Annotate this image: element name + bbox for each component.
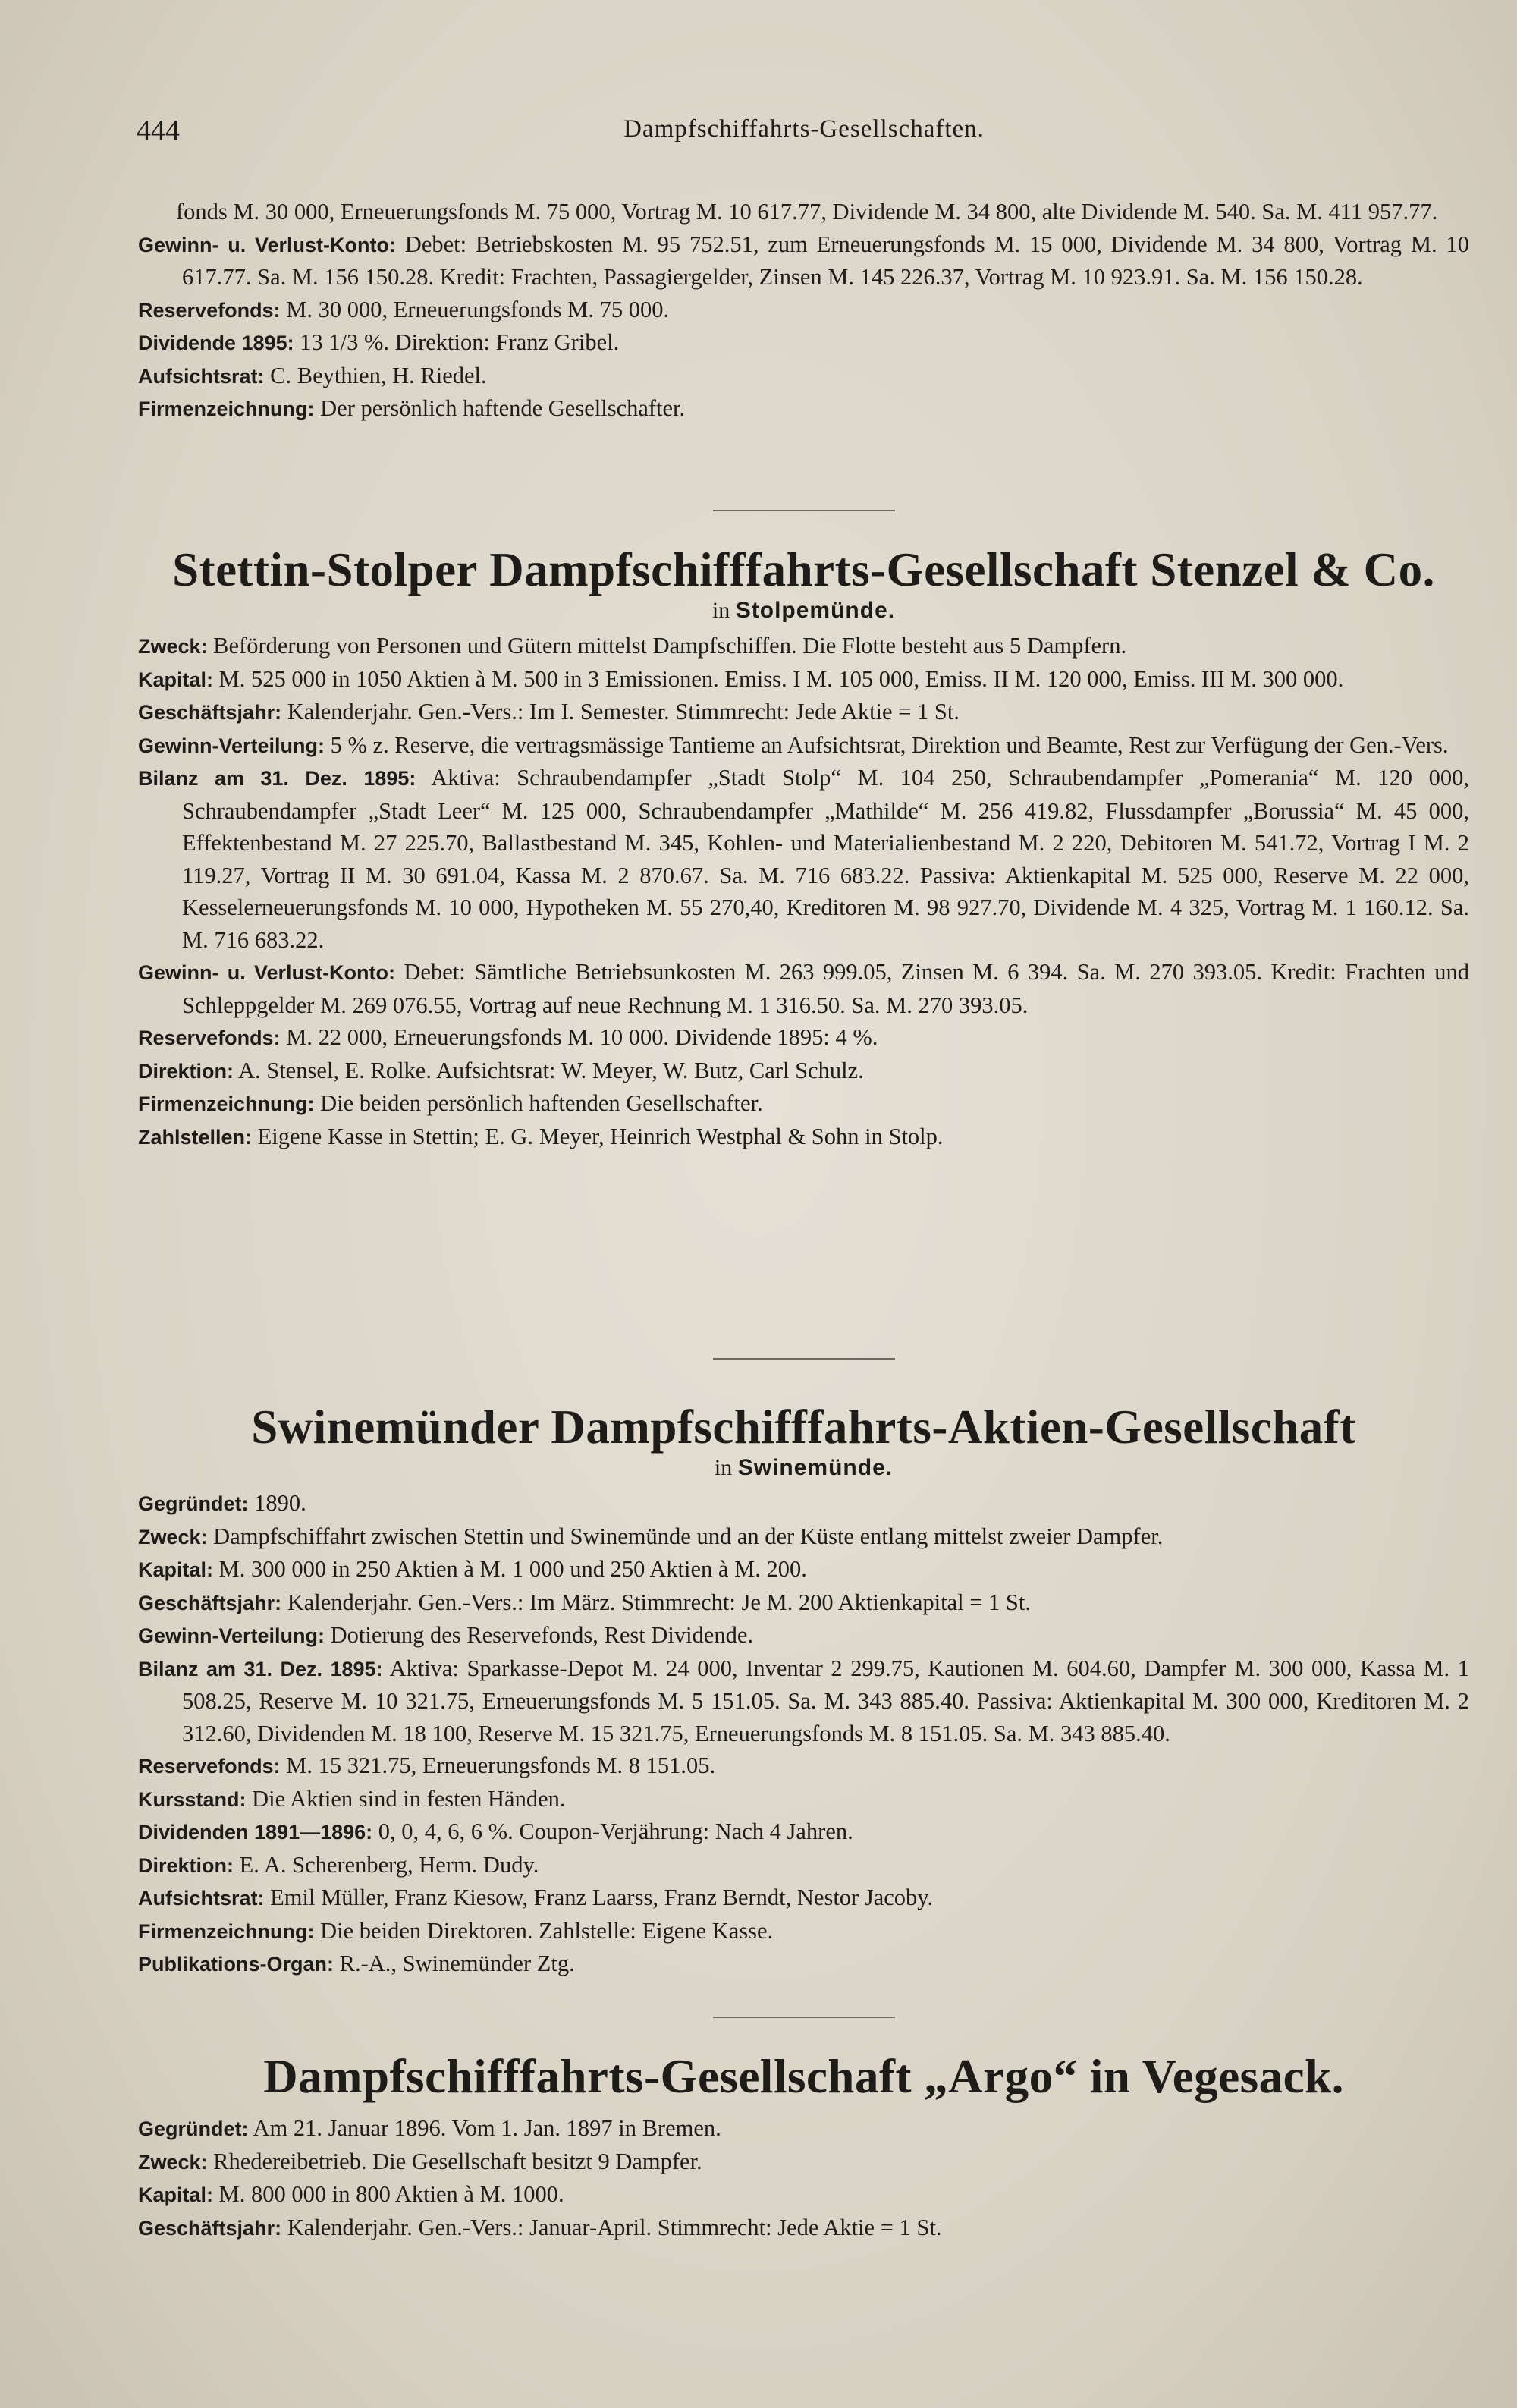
entry-label: Direktion:: [138, 1059, 234, 1083]
entry-label: Geschäftsjahr:: [138, 701, 282, 724]
entry-label: Zahlstellen:: [138, 1125, 253, 1149]
company-location: [138, 598, 1469, 624]
entry-text: 1890.: [254, 1490, 306, 1516]
entry-line: [138, 1783, 1469, 1816]
entry-label: Gewinn- u. Verlust-Konto:: [138, 961, 396, 984]
entry-label: Bilanz am 31. Dez. 1895:: [138, 1657, 383, 1680]
entry-label: Reservefonds:: [138, 1755, 281, 1778]
entry-text: M. 30 000, Erneuerungsfonds M. 75 000.: [286, 296, 670, 322]
entry-line: [138, 1021, 1469, 1055]
entry-text: Aktiva: Sparkasse-Depot M. 24 000, Inventar 2 299.75, Kautionen M. 604.60, Dampfer M. 300 000, Kassa M. 1 508.25, Reserve M. 10 321.75, Erneuerungsfonds M. 5 151.05. Sa. M. 343 885.40. Passiva: Aktienkapital M. 300 000, Kreditoren M. 2 312.60, Dividenden M. 18 100, Reserve M. 15 321.75, Erneuerungsfonds M. 8 151.05. Sa. M. 343 885.40.: [182, 1655, 1469, 1746]
company-entry-argo: [138, 2050, 1469, 2244]
entry-text: M. 525 000 in 1050 Aktien à M. 500 in 3 Emissionen. Emiss. I M. 105 000, Emiss. II M. 120 000, Emiss. III M. 300 000.: [218, 665, 1344, 692]
entry-line: [138, 762, 1469, 956]
entry-line: [138, 1947, 1469, 1981]
entry-text: M. 800 000 in 800 Aktien à M. 1000.: [218, 2181, 564, 2207]
company-title: Stettin-Stolper Dampfschifffahrts-Gesellschaft Stenzel & Co.: [172, 543, 1435, 596]
entry-line: [138, 326, 1469, 360]
entry-label: Aufsichtsrat:: [138, 1887, 265, 1910]
entry-label: Firmenzeichnung:: [138, 1919, 315, 1943]
entry-text: C. Beythien, H. Riedel.: [270, 362, 487, 388]
divider-rule: [713, 510, 895, 511]
entry-text: Rhedereibetrieb. Die Gesellschaft besitzt 9 Dampfer.: [213, 2148, 702, 2174]
entry-label: Direktion:: [138, 1853, 234, 1877]
entry-label: Kapital:: [138, 2183, 214, 2206]
divider-rule: [713, 2017, 895, 2018]
entry-line: [138, 2112, 1469, 2146]
entry-label: Bilanz am 31. Dez. 1895:: [138, 767, 416, 790]
entry-text: Dotierung des Reservefonds, Rest Dividende.: [330, 1622, 754, 1648]
entry-line: [138, 1619, 1469, 1652]
entry-text: Beförderung von Personen und Gütern mittelst Dampfschiffen. Die Flotte besteht aus 5 Dampfern.: [213, 633, 1127, 659]
entry-label: Kapital:: [138, 1558, 214, 1581]
entry-line: [138, 2178, 1469, 2212]
entry-label: Aufsichtsrat:: [138, 364, 265, 388]
entry-line: [138, 196, 1469, 228]
entry-line: [138, 1487, 1469, 1520]
entry-label: Gewinn-Verteilung:: [138, 1624, 325, 1647]
entry-line: [138, 1881, 1469, 1915]
entry-line: [138, 294, 1469, 327]
entry-label: Firmenzeichnung:: [138, 398, 315, 420]
entry-text: 13 1/3 %. Direktion: Franz Gribel.: [300, 329, 620, 355]
entry-text: Kalenderjahr. Gen.-Vers.: Januar-April. Stimmrecht: Jede Aktie = 1 St.: [287, 2214, 942, 2240]
entry-line: [138, 663, 1469, 696]
entry-text: M. 22 000, Erneuerungsfonds M. 10 000. Dividende 1895: 4 %.: [286, 1024, 878, 1050]
entry-line: [138, 630, 1469, 663]
entry-text: Debet: Betriebskosten M. 95 752.51, zum Erneuerungsfonds M. 15 000, Dividende M. 34 800, Vortrag M. 10 617.77. Sa. M. 156 150.28. Kredit: Frachten, Passagiergelder, Zinsen M. 145 226.37, Vortrag M. 10 923.91. Sa. M. 156 150.28.: [182, 231, 1469, 290]
entry-text: 0, 0, 4, 6, 6 %. Coupon-Verjährung: Nach 4 Jahren.: [378, 1819, 853, 1844]
entry-label: Kursstand:: [138, 1787, 247, 1811]
entry-line: [138, 228, 1469, 294]
entry-line: [138, 1121, 1469, 1154]
location-name: Swinemünde.: [737, 1455, 894, 1480]
entry-line: [138, 1849, 1469, 1882]
entry-text: fonds M. 30 000, Erneuerungsfonds M. 75 000, Vortrag M. 10 617.77, Dividende M. 34 800, alte Dividende M. 540. Sa. M. 411 957.77.: [176, 199, 1438, 225]
entry-label: Dividenden 1891—1896:: [138, 1821, 373, 1844]
entry-text: Emil Müller, Franz Kiesow, Franz Laarss, Franz Berndt, Nestor Jacoby.: [270, 1885, 934, 1910]
entry-line: [138, 729, 1469, 762]
entry-text: Die Aktien sind in festen Händen.: [252, 1785, 566, 1812]
company-location: [138, 1455, 1469, 1481]
entry-text: A. Stensel, E. Rolke. Aufsichtsrat: W. Meyer, W. Butz, Carl Schulz.: [237, 1057, 864, 1083]
entry-label: Zweck:: [138, 635, 208, 658]
entry-label: Geschäftsjahr:: [138, 2216, 282, 2240]
entry-label: Dividende 1895:: [138, 332, 294, 354]
entry-text: M. 15 321.75, Erneuerungsfonds M. 8 151.05.: [286, 1753, 716, 1778]
entry-line: [138, 1055, 1469, 1088]
company-title: Swinemünder Dampfschifffahrts-Aktien-Gesellschaft: [251, 1400, 1356, 1454]
entry-text: E. A. Scherenberg, Herm. Dudy.: [239, 1851, 539, 1878]
entry-text: Debet: Sämtliche Betriebsunkosten M. 263 999.05, Zinsen M. 6 394. Sa. M. 270 393.05. Kredit: Frachten und Schleppgelder M. 269 076.55, Vortrag auf neue Rechnung M. 1 316.50. Sa. M. 270 393.05.: [182, 959, 1469, 1018]
entry-line: [138, 1586, 1469, 1620]
section-divider: [138, 510, 1469, 511]
entry-line: [138, 392, 1469, 426]
page-number: 444: [137, 115, 180, 146]
entry-line: [138, 696, 1469, 729]
entry-text: Der persönlich haftende Gesellschafter.: [320, 395, 686, 421]
location-prefix: in: [711, 598, 730, 623]
entry-label: Firmenzeichnung:: [138, 1092, 315, 1115]
entry-line: [138, 360, 1469, 393]
entry-line: [138, 1520, 1469, 1554]
location-prefix: in: [714, 1455, 733, 1480]
entry-line: [138, 1652, 1469, 1750]
entry-text: 5 % z. Reserve, die vertragsmässige Tantieme an Aufsichtsrat, Direktion und Beamte, Rest zur Verfügung der Gen.-Vers.: [330, 731, 1449, 758]
company-entry-swinemuender: [138, 1400, 1469, 1981]
company-entry-stettin-stolper: [138, 543, 1469, 1153]
running-title: Dampfschiffahrts-Gesellschaften.: [623, 115, 985, 143]
company-title: Dampfschifffahrts-Gesellschaft „Argo“ in Vegesack.: [263, 2050, 1344, 2103]
entry-label: Publikations-Organ:: [138, 1953, 334, 1976]
entry-label: Zweck:: [138, 2150, 208, 2174]
entry-label: Gegründet:: [138, 2117, 249, 2140]
entry-text: Die beiden Direktoren. Zahlstelle: Eigene Kasse.: [320, 1917, 774, 1944]
entry-text: Aktiva: Schraubendampfer „Stadt Stolp“ M. 104 250, Schraubendampfer „Pomerania“ M. 120 000, Schraubendampfer „Stadt Leer“ M. 125 000, Schraubendampfer „Mathilde“ M. 256 419.82, Flussdampfer „Borussia“ M. 45 000, Effektenbestand M. 27 225.70, Ballastbestand M. 345, Kohlen- und Materialienbestand M. 2 220, Debitoren M. 541.72, Vortrag I M. 2 119.27, Vortrag II M. 30 691.04, Kassa M. 2 870.67. Sa. M. 716 683.22. Passiva: Aktienkapital M. 525 000, Reserve M. 22 000, Kesselerneuerungsfonds M. 10 000, Hypotheken M. 55 270,40, Kreditoren M. 98 927.70, Dividende M. 4 325, Vortrag M. 1 160.12. Sa. M. 716 683.22.: [182, 765, 1469, 953]
entry-text: Kalenderjahr. Gen.-Vers.: Im I. Semester. Stimmrecht: Jede Aktie = 1 St.: [287, 699, 960, 725]
entry-line: [138, 1087, 1469, 1121]
entry-label: Geschäftsjahr:: [138, 1591, 282, 1614]
entry-line: [138, 1749, 1469, 1783]
entry-text: M. 300 000 in 250 Aktien à M. 1 000 und 250 Aktien à M. 200.: [218, 1556, 807, 1582]
location-name: Stolpemünde.: [735, 598, 896, 623]
entry-line: [138, 2146, 1469, 2179]
entry-line: [138, 1915, 1469, 1948]
previous-entry-continuation: [138, 196, 1469, 426]
section-divider: [138, 2017, 1469, 2018]
entry-line: [138, 1553, 1469, 1586]
entry-label: Reservefonds:: [138, 1026, 281, 1049]
entry-label: Gewinn-Verteilung:: [138, 734, 325, 757]
entry-label: Gewinn- u. Verlust-Konto:: [138, 233, 396, 256]
entry-text: Die beiden persönlich haftenden Gesellschafter.: [320, 1090, 763, 1116]
entry-label: Reservefonds:: [138, 298, 281, 322]
entry-text: Am 21. Januar 1896. Vom 1. Jan. 1897 in Bremen.: [253, 2115, 721, 2141]
entry-line: [138, 2212, 1469, 2245]
entry-text: R.-A., Swinemünder Ztg.: [339, 1951, 575, 1976]
page-header: [137, 114, 1471, 152]
entry-label: Kapital:: [138, 668, 214, 691]
entry-line: [138, 1815, 1469, 1849]
entry-label: Gegründet:: [138, 1492, 249, 1515]
entry-text: Eigene Kasse in Stettin; E. G. Meyer, Heinrich Westphal & Sohn in Stolp.: [257, 1123, 944, 1149]
divider-rule: [713, 1358, 895, 1360]
section-divider: [138, 1358, 1469, 1360]
entry-text: Kalenderjahr. Gen.-Vers.: Im März. Stimmrecht: Je M. 200 Aktienkapital = 1 St.: [287, 1589, 1031, 1615]
entry-line: [138, 956, 1469, 1021]
entry-label: Zweck:: [138, 1525, 208, 1548]
entry-text: Dampfschiffahrt zwischen Stettin und Swinemünde und an der Küste entlang mittelst zweier Dampfer.: [213, 1523, 1164, 1549]
